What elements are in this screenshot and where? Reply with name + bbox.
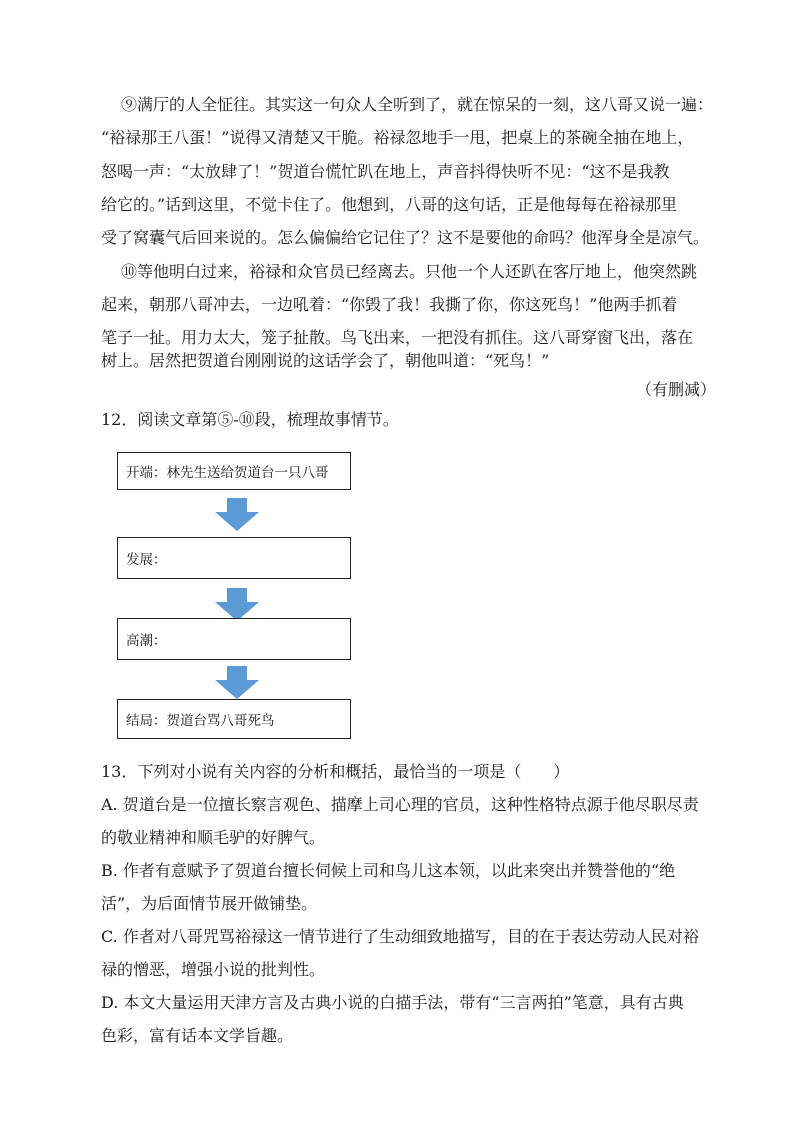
passage-line-9: 树上。居然把贺道台刚刚说的这话学会了，朝他叫道：“死鸟！” bbox=[101, 351, 550, 370]
option-d-line-1: D. 本文大量运用天津方言及古典小说的白描手法，带有“三言两拍”笔意，具有古典 bbox=[101, 993, 684, 1012]
passage-line-1: ⑨满厅的人全怔往。其实这一句众人全听到了，就在惊呆的一刻，这八哥又说一遍： bbox=[121, 95, 714, 114]
option-b-line-1: B. 作者有意赋予了贺道台擅长伺候上司和鸟儿这本领，以此来突出并赞誉他的“绝 bbox=[101, 861, 676, 880]
option-d-line-2: 色彩，富有话本文学旨趣。 bbox=[101, 1026, 294, 1045]
option-b-line-2: 活”，为后面情节展开做铺垫。 bbox=[101, 894, 318, 913]
passage-line-8: 笔子一扯。用力太大，笼子扯散。鸟飞出来，一把没有抓住。这八哥穿窗飞出，落在 bbox=[101, 328, 694, 347]
passage-line-2: “裕禄那王八蛋！”说得又清楚又干脆。裕禄忽地手一甩，把桌上的茶碗全抽在地上， bbox=[101, 128, 694, 147]
question-13-prompt: 13．下列对小说有关内容的分析和概括，最恰当的一项是（ ） bbox=[101, 762, 570, 781]
down-arrow-icon bbox=[214, 666, 260, 700]
plot-box-development[interactable]: 发展： bbox=[117, 537, 351, 579]
option-c-line-2: 禄的憎恶，增强小说的批判性。 bbox=[101, 960, 326, 979]
plot-box-opening: 开端：林先生送给贺道台一只八哥 bbox=[117, 452, 351, 490]
passage-line-7: 起来，朝那八哥冲去，一边吼着：“你毁了我！我撕了你，你这死鸟！”他两手抓着 bbox=[101, 295, 678, 314]
passage-line-5: 受了窝囊气后回来说的。怎么偏偏给它记住了？这不是要他的命吗？他浑身全是凉气。 bbox=[101, 228, 710, 247]
down-arrow-icon bbox=[214, 498, 260, 532]
abridged-note: （有删减） bbox=[636, 380, 717, 399]
plot-box-ending: 结局：贺道台骂八哥死鸟 bbox=[117, 699, 351, 739]
passage-line-4: 给它的。”话到这里，不觉卡住了。他想到，八哥的这句话，正是他每每在裕禄那里 bbox=[101, 195, 678, 214]
option-c-line-1: C. 作者对八哥咒骂裕禄这一情节进行了生动细致地描写，目的在于表达劳动人民对裕 bbox=[101, 927, 699, 946]
down-arrow-icon bbox=[214, 588, 260, 622]
passage-line-3: 怒喝一声：“太放肆了！”贺道台慌忙趴在地上，声音抖得快听不见：“这不是我教 bbox=[101, 162, 670, 181]
plot-box-climax[interactable]: 高潮： bbox=[117, 618, 351, 660]
option-a-line-1: A. 贺道台是一位擅长察言观色、描摩上司心理的官员，这种性格特点源于他尽职尽责 bbox=[101, 795, 699, 814]
passage-line-6: ⑩等他明白过来，裕禄和众官员已经离去。只他一个人还趴在客厅地上，他突然跳 bbox=[121, 262, 698, 281]
question-12-prompt: 12．阅读文章第⑤-⑩段，梳理故事情节。 bbox=[101, 410, 399, 429]
option-a-line-2: 的敬业精神和顺毛驴的好脾气。 bbox=[101, 828, 326, 847]
